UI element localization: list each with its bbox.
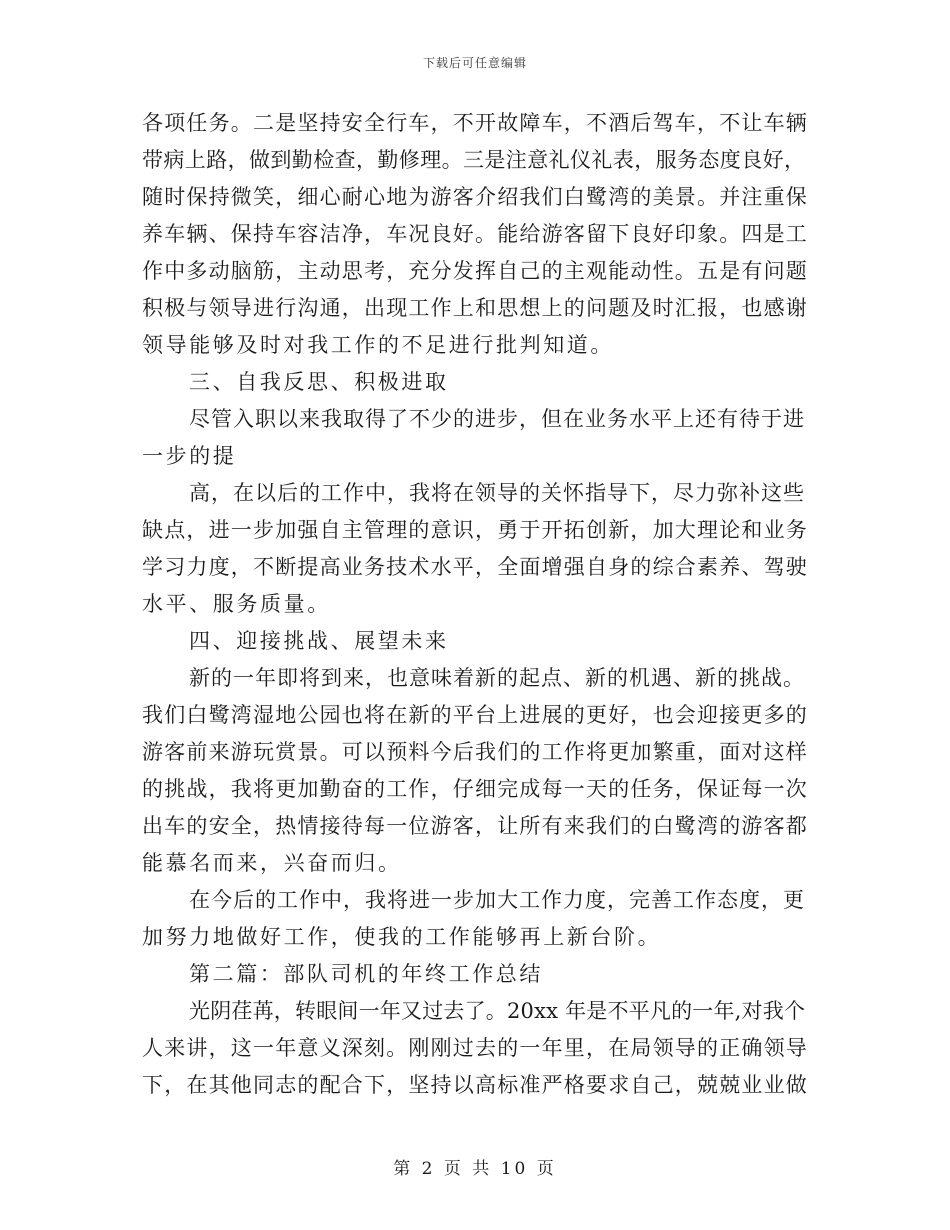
text-line: 高，在以后的工作中，我将在领导的关怀指导下，尽力弥补这些 [189, 481, 805, 505]
text-line: 能慕名而来，兴奋而归。 [142, 851, 402, 875]
text-line: 下，在其他同志的配合下，坚持以高标准严格要求自己，兢兢业业做 [142, 1073, 808, 1097]
text-line: 我们白鹭湾湿地公园也将在新的平台上进展的更好，也会迎接更多的 [142, 703, 808, 727]
text-line: 出车的安全，热情接待每一位游客，让所有来我们的白鹭湾的游客都 [142, 814, 808, 838]
text-line: 积极与领导进行沟通，出现工作上和思想上的问题及时汇报，也感谢 [142, 296, 808, 320]
text-line: 游客前来游玩赏景。可以预料今后我们的工作将更加繁重，面对这样 [142, 740, 808, 764]
text-line: 加努力地做好工作，使我的工作能够再上新台阶。 [142, 925, 662, 949]
text-line: 各项任务。二是坚持安全行车，不开故障车，不酒后驾车，不让车辆 [142, 111, 808, 135]
text-line: 人来讲，这一年意义深刻。刚刚过去的一年里，在局领导的正确领导 [142, 1036, 808, 1060]
section-heading: 第二篇：部队司机的年终工作总结 [189, 962, 543, 986]
text-line: 随时保持微笑，细心耐心地为游客介绍我们白鹭湾的美景。并注重保 [142, 185, 808, 209]
text-line: 带病上路，做到勤检查，勤修理。三是注意礼仪礼表，服务态度良好， [142, 148, 806, 172]
text-line: 在今后的工作中，我将进一步加大工作力度，完善工作态度，更 [189, 888, 805, 912]
text-line: 领导能够及时对我工作的不足进行批判知道。 [142, 333, 614, 357]
text-line: 养车辆、保持车容洁净，车况良好。能给游客留下良好印象。四是工 [142, 222, 808, 246]
text-line: 水平、服务质量。 [142, 592, 331, 616]
text-line: 光阴荏苒，转眼间一年又过去了。20xx 年是不平凡的一年,对我个 [189, 999, 806, 1023]
page-number: 第 2 页 共 10 页 [393, 1159, 557, 1179]
text-line: 学习力度，不断提高业务技术水平，全面增强自身的综合素养、驾驶 [142, 555, 808, 579]
text-line: 缺点，进一步加强自主管理的意识，勇于开拓创新，加大理论和业务 [142, 518, 808, 542]
text-line: 新的一年即将到来，也意味着新的起点、新的机遇、新的挑战。 [189, 666, 805, 690]
page-header: 下载后可任意编辑 [422, 56, 527, 70]
text-line: 一步的提 [142, 444, 237, 468]
text-line: 作中多动脑筋，主动思考，充分发挥自己的主观能动性。五是有问题 [142, 259, 808, 283]
text-line: 的挑战，我将更加勤奋的工作，仔细完成每一天的任务，保证每一次 [142, 777, 808, 801]
section-heading: 四、迎接挑战、展望未来 [189, 629, 449, 653]
section-heading: 三、自我反思、积极进取 [189, 370, 449, 394]
text-line: 尽管入职以来我取得了不少的进步，但在业务水平上还有待于进 [189, 407, 805, 431]
document-body [142, 105, 808, 1104]
